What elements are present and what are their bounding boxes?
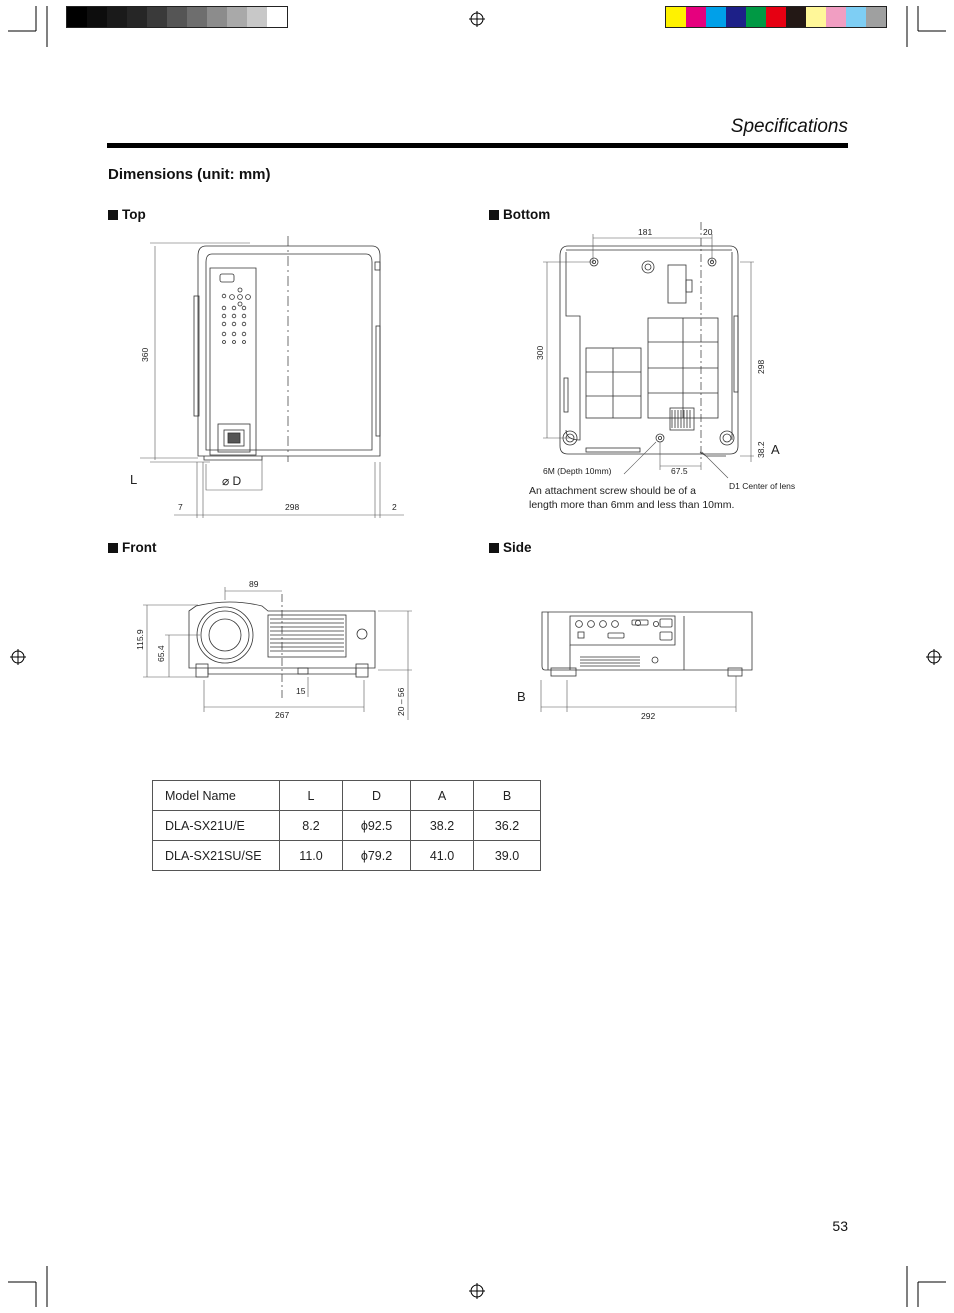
front-dim-lens-height: 65.4 <box>156 645 166 662</box>
figure-label-top: Top <box>108 207 146 222</box>
top-dim-right-gap: 2 <box>392 502 397 512</box>
figure-label-bottom: Bottom <box>489 207 550 222</box>
front-dim-width: 267 <box>275 710 290 720</box>
bottom-callout-screw: 6M (Depth 10mm) <box>543 466 612 476</box>
figure-label-front: Front <box>108 540 157 555</box>
table-cell-value: ϕ92.5 <box>343 811 411 841</box>
bottom-note-line-2: length more than 6mm and less than 10mm. <box>529 499 735 511</box>
table-cell-value: 39.0 <box>474 841 541 871</box>
top-dim-width: 298 <box>285 502 300 512</box>
bottom-callout-lens: D1 Center of lens <box>729 481 796 491</box>
table-cell-value: B <box>474 781 541 811</box>
figure-label-side: Side <box>489 540 532 555</box>
table-cell-value: 8.2 <box>280 811 343 841</box>
table-cell-model: DLA-SX21U/E <box>153 811 280 841</box>
top-dim-left-gap: 7 <box>178 502 183 512</box>
table-cell-value: 36.2 <box>474 811 541 841</box>
table-cell-value: A <box>411 781 474 811</box>
top-marker-l: L <box>130 472 138 487</box>
bottom-marker-a: A <box>771 442 780 457</box>
top-marker-d: ⌀ D <box>222 474 242 488</box>
bottom-dim-screw-span: 300 <box>535 345 545 360</box>
front-dim-height: 115.9 <box>135 629 145 650</box>
bottom-dim-screw-x: 181 <box>638 227 653 237</box>
page-number: 53 <box>832 1218 848 1234</box>
model-dimension-table <box>152 780 541 871</box>
front-dim-foot-range: 20 – 56 <box>396 687 406 716</box>
bottom-dim-depth: 298 <box>756 359 766 374</box>
front-dim-lens-center: 89 <box>249 579 259 589</box>
table-cell-value: D <box>343 781 411 811</box>
table-row <box>153 841 541 871</box>
table-cell-value: 38.2 <box>411 811 474 841</box>
table-row <box>153 811 541 841</box>
bottom-dim-screw-gap: 20 <box>703 227 713 237</box>
bottom-note-line-1: An attachment screw should be of a <box>529 485 696 497</box>
table-cell-value: L <box>280 781 343 811</box>
side-dim-length: 292 <box>641 711 656 721</box>
top-dim-depth: 360 <box>140 347 150 362</box>
side-marker-b: B <box>517 689 526 704</box>
section-title: Dimensions (unit: mm) <box>108 166 271 183</box>
table-cell-model: Model Name <box>153 781 280 811</box>
table-cell-model: DLA-SX21SU/SE <box>153 841 280 871</box>
table-cell-value: 11.0 <box>280 841 343 871</box>
bottom-dim-lens-offset: 67.5 <box>671 466 688 476</box>
table-cell-value: 41.0 <box>411 841 474 871</box>
front-dim-foot: 15 <box>296 686 306 696</box>
page-title: Specifications <box>730 116 848 137</box>
table-header-row <box>153 781 541 811</box>
table-cell-value: ϕ79.2 <box>343 841 411 871</box>
bottom-dim-front-gap: 38.2 <box>756 441 766 458</box>
